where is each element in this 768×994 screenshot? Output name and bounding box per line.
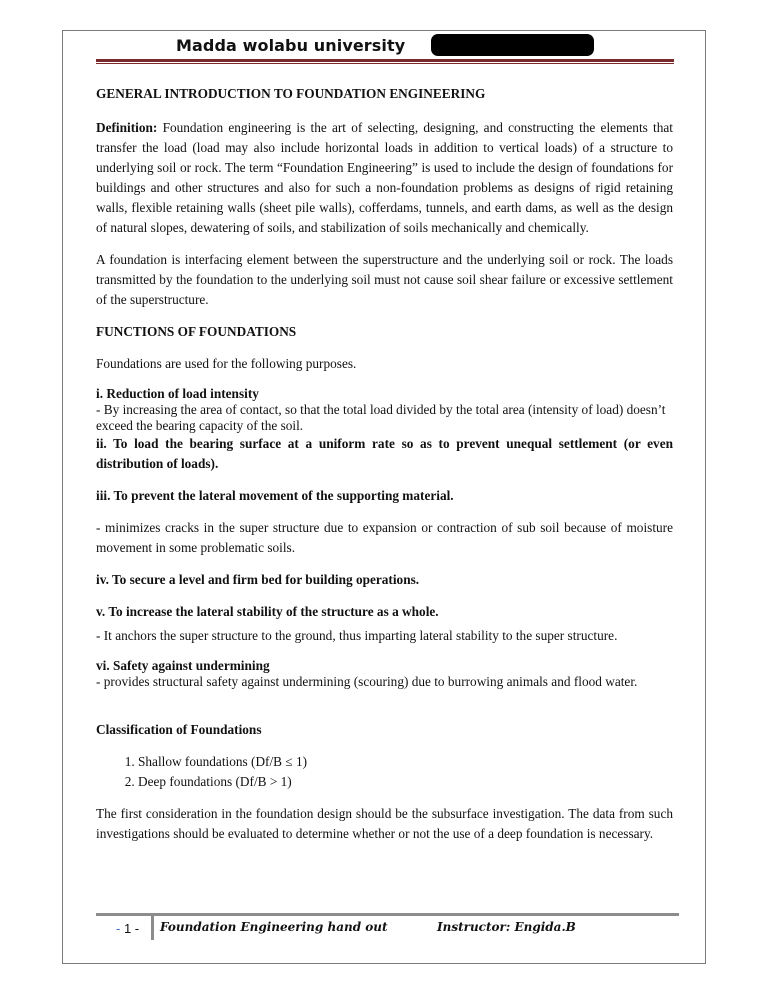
header-rule [96,59,674,62]
function-item-1-text: - By increasing the area of contact, so that the total load divided by the total area (intensity of load) doesn’t exceed the bearing capacity of the soil. [96,402,666,433]
header-redaction-block [431,34,594,56]
header-title: Madda wolabu university [176,36,406,55]
function-item-2-title: ii. To load the bearing surface at a uniform rate so as to prevent unequal settlement (or even distribution of loads). [96,436,673,471]
footer-divider [151,913,154,940]
page-number-value: 1 [123,921,132,936]
page-number: - 1 - [116,921,140,936]
function-item-3-title: iii. To prevent the lateral movement of the supporting material. [96,488,454,503]
footer-rule [96,913,679,916]
interface-paragraph: A foundation is interfacing element between the superstructure and the underlying soil or rock. The loads transmitted by the foundation to the underlying soil must not cause soil shear failure or excessive settlement of the superstructure. [96,252,673,307]
main-heading: GENERAL INTRODUCTION TO FOUNDATION ENGINEERING [96,86,486,101]
functions-intro: Foundations are used for the following purposes. [96,356,357,371]
footer-instructor: Instructor: Engida.B [437,920,576,934]
function-item-5-text: - It anchors the super structure to the ground, thus imparting lateral stability to the super structure. [96,628,618,643]
function-item-3-text: - minimizes cracks in the super structure due to expansion or contraction of sub soil because of moisture movement in some problematic soils. [96,520,673,555]
classification-heading: Classification of Foundations [96,722,262,737]
definition-text: Foundation engineering is the art of selecting, designing, and constructing the elements that transfer the load (load may also include horizontal loads in addition to vertical loads) of a structure to underlying soil or rock. The term “Foundation Engineering” is used to include the design of foundations for buildings and other structures and also for such a non-foundation problems as designs of rigid retaining walls, flexible retaining walls (sheet pile walls), cofferdams, tunnels, and earth dams, as well as the design of natural slopes, dewatering of soils, and stabilization of soils mechanically and chemically. [96,120,674,235]
definition-paragraph [96,118,673,238]
document-body [96,84,673,844]
definition-label: Definition: [96,120,158,135]
function-item-5-title: v. To increase the lateral stability of the structure as a whole. [96,604,439,619]
header-rule-thin [96,63,674,64]
list-item: 1. Shallow foundations (Df/B ≤ 1) [138,752,673,772]
list-item: 2. Deep foundations (Df/B > 1) [138,772,673,792]
function-item-4-title: iv. To secure a level and firm bed for building operations. [96,572,420,587]
functions-heading: FUNCTIONS OF FOUNDATIONS [96,324,297,339]
closing-paragraph: The first consideration in the foundation design should be the subsurface investigation. The data from such investigations should be evaluated to determine whether or not the use of a deep foundation is necessary. [96,806,673,841]
function-item-1-title: i. Reduction of load intensity [96,386,259,401]
function-item-6-title: vi. Safety against undermining [96,658,270,673]
classification-list [96,752,673,792]
footer-course-title: Foundation Engineering hand out [160,920,388,934]
function-item-6-text: - provides structural safety against undermining (scouring) due to burrowing animals and flood water. [96,674,638,689]
